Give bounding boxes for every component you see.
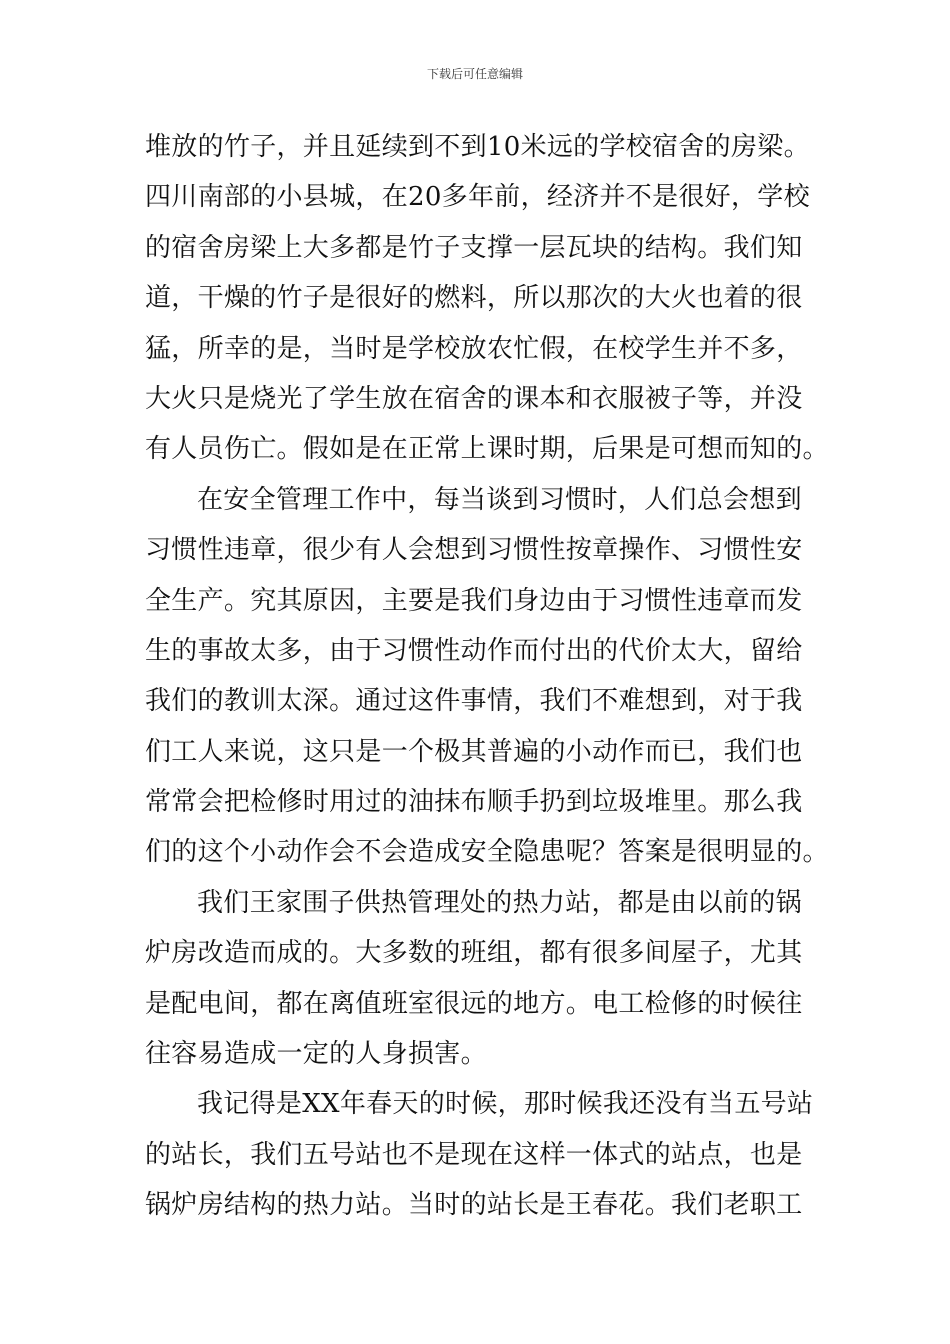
text-line: 生的事故太多，由于习惯性动作而付出的代价太大，留给 (145, 635, 803, 666)
text-line: 锅炉房结构的热力站。当时的站长是王春花。我们老职工 (145, 1190, 803, 1221)
text-line: 堆放的竹子，并且延续到不到10米远的学校宿舍的房梁。 (145, 132, 810, 162)
text-line: 大火只是烧光了学生放在宿舍的课本和衣服被子等，并没 (145, 383, 803, 414)
document-body (145, 122, 829, 1231)
text-line: 习惯性违章，很少有人会想到习惯性按章操作、习惯性安 (145, 535, 803, 566)
paragraph-start-line: 我记得是XX年春天的时候，那时候我还没有当五号站 (197, 1089, 814, 1120)
text-line: 是配电间，都在离值班室很远的地方。电工检修的时候往 (145, 988, 803, 1019)
text-line: 常常会把检修时用过的油抹布顺手扔到垃圾堆里。那么我 (145, 787, 803, 818)
text-line: 的站长，我们五号站也不是现在这样一体式的站点，也是 (145, 1139, 803, 1170)
text-line: 全生产。究其原因，主要是我们身边由于习惯性违章而发 (145, 585, 803, 616)
text-line: 有人员伤亡。假如是在正常上课时期，后果是可想而知的。 (145, 434, 829, 465)
text-line: 四川南部的小县城，在20多年前，经济并不是很好，学校 (145, 182, 810, 213)
text-line: 往容易造成一定的人身损害。 (145, 1039, 487, 1070)
paragraph-start-line: 在安全管理工作中，每当谈到习惯时，人们总会想到 (197, 484, 802, 515)
text-line: 道，干燥的竹子是很好的燃料，所以那次的大火也着的很 (145, 283, 803, 314)
text-line: 猛，所幸的是，当时是学校放农忙假，在校学生并不多， (145, 333, 803, 364)
text-line: 炉房改造而成的。大多数的班组，都有很多间屋子，尤其 (145, 938, 803, 969)
paragraph-start-line: 我们王家围子供热管理处的热力站，都是由以前的锅 (197, 887, 802, 918)
text-line: 们工人来说，这只是一个极其普遍的小动作而已，我们也 (145, 736, 803, 767)
page-header: 下载后可任意编辑 (426, 67, 523, 81)
text-line: 们的这个小动作会不会造成安全隐患呢？答案是很明显的。 (145, 837, 829, 868)
text-line: 我们的教训太深。通过这件事情，我们不难想到，对于我 (145, 686, 803, 717)
text-line: 的宿舍房梁上大多都是竹子支撑一层瓦块的结构。我们知 (145, 232, 803, 263)
